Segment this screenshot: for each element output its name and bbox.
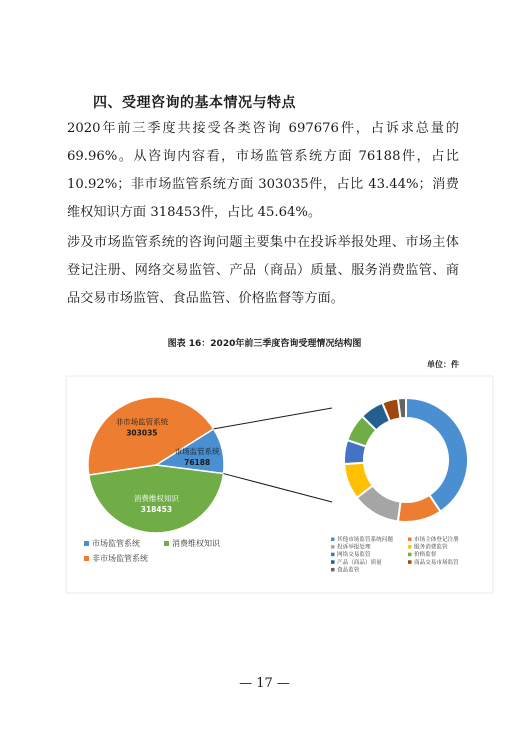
donut-legend-swatch-1	[331, 538, 335, 542]
donut-legend-label-1: 其他市场监管系统问题	[337, 537, 393, 543]
donut-legend-label-7: 产品（商品）质量	[337, 559, 382, 566]
pie-label-value-market-regulation: 76188	[184, 457, 211, 467]
donut-legend-label-2: 市场主体登记注册	[414, 537, 459, 543]
donut-legend-label-3: 投诉举报处理	[337, 544, 371, 551]
donut-legend-label-6: 价格监督	[414, 552, 437, 559]
pie-label-name-non-market-regulation: 非市场监管系统	[115, 417, 169, 427]
legend-label-consumer-rights-knowledge: 消费维权知识	[172, 539, 220, 548]
donut-legend-label-9: 食品监管	[337, 567, 360, 574]
pie-label-name-consumer-rights-knowledge: 消费维权知识	[133, 494, 179, 504]
paragraph-consultation-topics: 涉及市场监管系统的咨询问题主要集中在投诉举报处理、市场主体登记注册、网络交易监管、产品（商品）质量、服务消费监管、商品交易市场监管、食品监管、价格监督等方面。	[67, 235, 459, 306]
legend-swatch-market-regulation	[84, 541, 89, 546]
donut-legend-swatch-8	[408, 560, 412, 564]
legend-swatch-consumer-rights-knowledge	[164, 541, 169, 546]
unit-label: 单位：件	[427, 360, 459, 369]
legend-label-market-regulation: 市场监管系统	[92, 539, 140, 548]
legend-label-non-market-regulation: 非市场监管系统	[92, 554, 148, 563]
page-number: — 17 —	[239, 676, 290, 691]
pie-label-value-consumer-rights-knowledge: 318453	[140, 505, 173, 515]
donut-legend-swatch-9	[331, 568, 335, 572]
donut-legend-swatch-5	[331, 553, 335, 557]
paragraph-consultation-summary: 2020年前三季度共接受各类咨询 697676件，占诉求总量的 69.96%。从咨询内容看，市场监管系统方面 76188件，占比 10.92%；非市场监管系统方面 303035件，占比 43.44%；消费维权知识方面 318453件，占比 45.64%。	[67, 121, 459, 220]
donut-legend-label-4: 服务消费监管	[414, 544, 448, 551]
chart-caption: 图表 16：2020年前三季度咨询受理情况结构图	[167, 339, 362, 349]
pie-label-value-non-market-regulation: 303035	[126, 428, 158, 438]
pie-label-name-market-regulation: 市场监管系统	[174, 446, 220, 456]
donut-segment-9	[398, 398, 406, 418]
donut-legend-swatch-3	[331, 545, 335, 549]
donut-legend-swatch-2	[408, 538, 412, 542]
legend-swatch-non-market-regulation	[84, 556, 89, 561]
donut-legend-swatch-7	[331, 560, 335, 564]
section-heading: 四、受理咨询的基本情况与特点	[93, 95, 296, 111]
donut-legend-label-8: 商品交易市场监管	[414, 559, 459, 566]
donut-legend-swatch-6	[408, 553, 412, 557]
donut-legend-swatch-4	[408, 545, 412, 549]
donut-legend-label-5: 网络交易监管	[337, 552, 371, 559]
